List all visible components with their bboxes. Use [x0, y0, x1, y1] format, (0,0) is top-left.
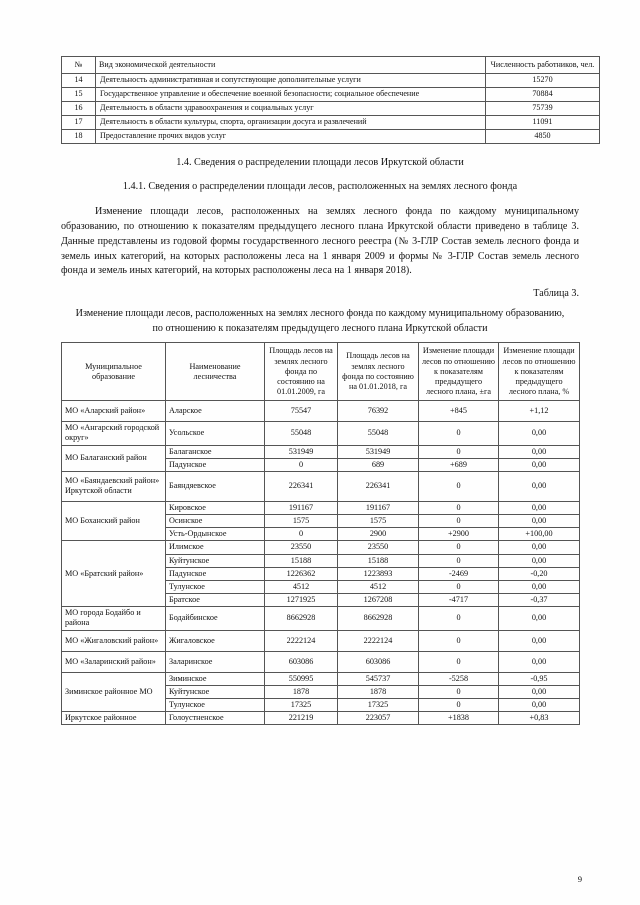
area-2018-cell: 15188	[338, 554, 419, 567]
change-ha-cell: +2900	[419, 528, 499, 541]
change-ha-cell: 0	[419, 515, 499, 528]
area-2018-cell: 8662928	[338, 607, 419, 630]
forest-area-table	[61, 342, 580, 725]
column-header-number: №	[62, 57, 96, 74]
municipality-cell: МО «Аларский район»	[62, 401, 166, 422]
change-ha-cell: -2469	[419, 567, 499, 580]
municipality-cell: МО «Баяндаевский район» Иркутской области	[62, 471, 166, 501]
forestry-cell: Братское	[166, 594, 265, 607]
change-ha-cell: +845	[419, 401, 499, 422]
change-ha-cell: 0	[419, 651, 499, 672]
economic-activity-table-body	[62, 73, 600, 143]
activity-name-cell: Предоставление прочих видов услуг	[96, 129, 486, 143]
area-2018-cell: 2222124	[338, 630, 419, 651]
forestry-cell: Усть-Ордынское	[166, 528, 265, 541]
forestry-cell: Осинское	[166, 515, 265, 528]
change-percent-cell: -0,37	[499, 594, 580, 607]
table-row	[62, 129, 600, 143]
change-percent-cell: 0,00	[499, 541, 580, 554]
area-2018-cell: 689	[338, 458, 419, 471]
area-2009-cell: 1878	[265, 685, 338, 698]
table-row	[62, 401, 580, 422]
change-ha-cell: 0	[419, 445, 499, 458]
area-2018-cell: 4512	[338, 580, 419, 593]
forest-area-table-head	[62, 343, 580, 401]
municipality-cell: Зиминское районное МО	[62, 672, 166, 712]
column-header-municipality: Муниципальное образование	[62, 343, 166, 401]
municipality-cell: МО Балаганский район	[62, 445, 166, 471]
area-2009-cell: 4512	[265, 580, 338, 593]
municipality-cell: МО «Жигаловский район»	[62, 630, 166, 651]
column-header-employee-count: Численность работников, чел.	[486, 57, 600, 74]
forestry-cell: Жигаловское	[166, 630, 265, 651]
area-2009-cell: 531949	[265, 445, 338, 458]
activity-number-cell: 16	[62, 101, 96, 115]
area-2018-cell: 545737	[338, 672, 419, 685]
table-caption: Изменение площади лесов, расположенных на землях лесного фонда по каждому муниципальному образованию, по отношению к показателям предыдущего лесного плана Иркутской области	[75, 308, 565, 334]
change-percent-cell: 0,00	[499, 501, 580, 514]
change-ha-cell: -5258	[419, 672, 499, 685]
table-header-row	[62, 57, 600, 74]
change-ha-cell: +1838	[419, 712, 499, 725]
change-percent-cell: 0,00	[499, 554, 580, 567]
table-row	[62, 607, 580, 630]
change-percent-cell: 0,00	[499, 471, 580, 501]
forestry-cell: Илимское	[166, 541, 265, 554]
area-2018-cell: 1878	[338, 685, 419, 698]
change-ha-cell: 0	[419, 685, 499, 698]
table-row	[62, 651, 580, 672]
area-2009-cell: 0	[265, 458, 338, 471]
change-percent-cell: 0,00	[499, 607, 580, 630]
forestry-cell: Балаганское	[166, 445, 265, 458]
change-percent-cell: 0,00	[499, 630, 580, 651]
forestry-cell: Бодайбинское	[166, 607, 265, 630]
area-2018-cell: 76392	[338, 401, 419, 422]
table-row	[62, 471, 580, 501]
area-2009-cell: 23550	[265, 541, 338, 554]
change-percent-cell: +100,00	[499, 528, 580, 541]
change-ha-cell: +689	[419, 458, 499, 471]
change-percent-cell: -0,20	[499, 567, 580, 580]
forestry-cell: Куйтунское	[166, 685, 265, 698]
area-2009-cell: 221219	[265, 712, 338, 725]
activity-number-cell: 14	[62, 73, 96, 87]
municipality-cell: МО города Бодайбо и района	[62, 607, 166, 630]
table-row	[62, 422, 580, 445]
forest-area-table-body	[62, 401, 580, 725]
forestry-cell: Кировское	[166, 501, 265, 514]
area-2009-cell: 17325	[265, 698, 338, 711]
table-row	[62, 87, 600, 101]
column-header-forestry: Наименование лесничества	[166, 343, 265, 401]
area-2009-cell: 603086	[265, 651, 338, 672]
change-percent-cell: 0,00	[499, 698, 580, 711]
area-2018-cell: 603086	[338, 651, 419, 672]
area-2009-cell: 8662928	[265, 607, 338, 630]
change-percent-cell: 0,00	[499, 580, 580, 593]
change-ha-cell: 0	[419, 422, 499, 445]
area-2009-cell: 15188	[265, 554, 338, 567]
activity-number-cell: 15	[62, 87, 96, 101]
table-row	[62, 115, 600, 129]
table-row	[62, 672, 580, 685]
change-ha-cell: 0	[419, 541, 499, 554]
forestry-cell: Тулунское	[166, 698, 265, 711]
area-2009-cell: 2222124	[265, 630, 338, 651]
area-2018-cell: 531949	[338, 445, 419, 458]
column-header-activity-name: Вид экономической деятельности	[96, 57, 486, 74]
area-2018-cell: 1267208	[338, 594, 419, 607]
forestry-cell: Заларинское	[166, 651, 265, 672]
change-percent-cell: 0,00	[499, 685, 580, 698]
table-row	[62, 712, 580, 725]
area-2018-cell: 17325	[338, 698, 419, 711]
area-2018-cell: 226341	[338, 471, 419, 501]
column-header-change-pct: Изменение площади лесов по отношению к показателям предыдущего лесного плана, %	[499, 343, 580, 401]
municipality-cell: МО Боханский район	[62, 501, 166, 541]
change-percent-cell: +0,83	[499, 712, 580, 725]
activity-name-cell: Государственное управление и обеспечение военной безопасности; социальное обеспечение	[96, 87, 486, 101]
activity-name-cell: Деятельность в области здравоохранения и социальных услуг	[96, 101, 486, 115]
table-row	[62, 541, 580, 554]
forestry-cell: Тулунское	[166, 580, 265, 593]
change-percent-cell: 0,00	[499, 445, 580, 458]
area-2018-cell: 223057	[338, 712, 419, 725]
body-paragraph: Изменение площади лесов, расположенных на землях лесного фонда по каждому муниципальному образованию, по отношению к показателям предыдущего лесного плана Иркутской области приведено в таблице 3. Данные представлены из годовой формы государственного лесного реестра (№ 3-ГЛР Состав земель лесного фонда и земель иных категорий, на которых расположены леса на 1 января 2009 и формы № 3-ГЛР Состав земель лесного фонда и земель иных категорий, на которых расположены леса на 1 января 2018).	[61, 206, 579, 277]
forestry-cell: Усольское	[166, 422, 265, 445]
forestry-cell: Баяндяевское	[166, 471, 265, 501]
municipality-cell: Иркутское районное	[62, 712, 166, 725]
change-percent-cell: -0,95	[499, 672, 580, 685]
area-2009-cell: 226341	[265, 471, 338, 501]
economic-activity-table-head	[62, 57, 600, 74]
activity-count-cell: 15270	[486, 73, 600, 87]
area-2018-cell: 55048	[338, 422, 419, 445]
column-header-change-ha: Изменение площади лесов по отношению к показателям предыдущего лесного плана, ±га	[419, 343, 499, 401]
municipality-cell: МО «Заларинский район»	[62, 651, 166, 672]
change-percent-cell: 0,00	[499, 458, 580, 471]
municipality-cell: МО «Ангарский городской округ»	[62, 422, 166, 445]
area-2009-cell: 0	[265, 528, 338, 541]
area-2009-cell: 550995	[265, 672, 338, 685]
activity-count-cell: 4850	[486, 129, 600, 143]
area-2018-cell: 1223893	[338, 567, 419, 580]
change-percent-cell: 0,00	[499, 515, 580, 528]
economic-activity-table	[61, 56, 600, 144]
change-percent-cell: 0,00	[499, 651, 580, 672]
change-ha-cell: 0	[419, 607, 499, 630]
table-row	[62, 101, 600, 115]
activity-number-cell: 18	[62, 129, 96, 143]
activity-name-cell: Деятельность в области культуры, спорта, организации досуга и развлечений	[96, 115, 486, 129]
change-ha-cell: 0	[419, 554, 499, 567]
area-2018-cell: 1575	[338, 515, 419, 528]
forestry-cell: Голоустненское	[166, 712, 265, 725]
forestry-cell: Куйтунское	[166, 554, 265, 567]
forestry-cell: Аларское	[166, 401, 265, 422]
change-percent-cell: +1,12	[499, 401, 580, 422]
table-row	[62, 501, 580, 514]
section-heading: 1.4. Сведения о распределении площади лесов Иркутской области	[176, 156, 464, 168]
activity-count-cell: 70884	[486, 87, 600, 101]
forestry-cell: Падунское	[166, 458, 265, 471]
activity-name-cell: Деятельность административная и сопутствующие дополнительные услуги	[96, 73, 486, 87]
change-ha-cell: 0	[419, 580, 499, 593]
page-content	[61, 56, 595, 725]
change-ha-cell: 0	[419, 501, 499, 514]
subsection-heading: 1.4.1. Сведения о распределении площади лесов, расположенных на землях лесного фонда	[122, 180, 518, 192]
area-2009-cell: 191167	[265, 501, 338, 514]
area-2018-cell: 191167	[338, 501, 419, 514]
activity-number-cell: 17	[62, 115, 96, 129]
area-2009-cell: 75547	[265, 401, 338, 422]
column-header-area-2009: Площадь лесов на землях лесного фонда по состоянию на 01.01.2009, га	[265, 343, 338, 401]
area-2018-cell: 23550	[338, 541, 419, 554]
change-percent-cell: 0,00	[499, 422, 580, 445]
activity-count-cell: 75739	[486, 101, 600, 115]
table-row	[62, 73, 600, 87]
table-header-row	[62, 343, 580, 401]
forestry-cell: Падунское	[166, 567, 265, 580]
change-ha-cell: 0	[419, 471, 499, 501]
change-ha-cell: 0	[419, 630, 499, 651]
table-row	[62, 630, 580, 651]
page-number: 9	[577, 874, 582, 884]
activity-count-cell: 11091	[486, 115, 600, 129]
column-header-area-2018: Площадь лесов на землях лесного фонда по состоянию на 01.01.2018, га	[338, 343, 419, 401]
area-2018-cell: 2900	[338, 528, 419, 541]
area-2009-cell: 1226362	[265, 567, 338, 580]
area-2009-cell: 1271925	[265, 594, 338, 607]
area-2009-cell: 1575	[265, 515, 338, 528]
municipality-cell: МО «Братский район»	[62, 541, 166, 607]
table-row	[62, 445, 580, 458]
table-number-label: Таблица 3.	[533, 288, 579, 300]
change-ha-cell: 0	[419, 698, 499, 711]
change-ha-cell: -4717	[419, 594, 499, 607]
forestry-cell: Зиминское	[166, 672, 265, 685]
area-2009-cell: 55048	[265, 422, 338, 445]
